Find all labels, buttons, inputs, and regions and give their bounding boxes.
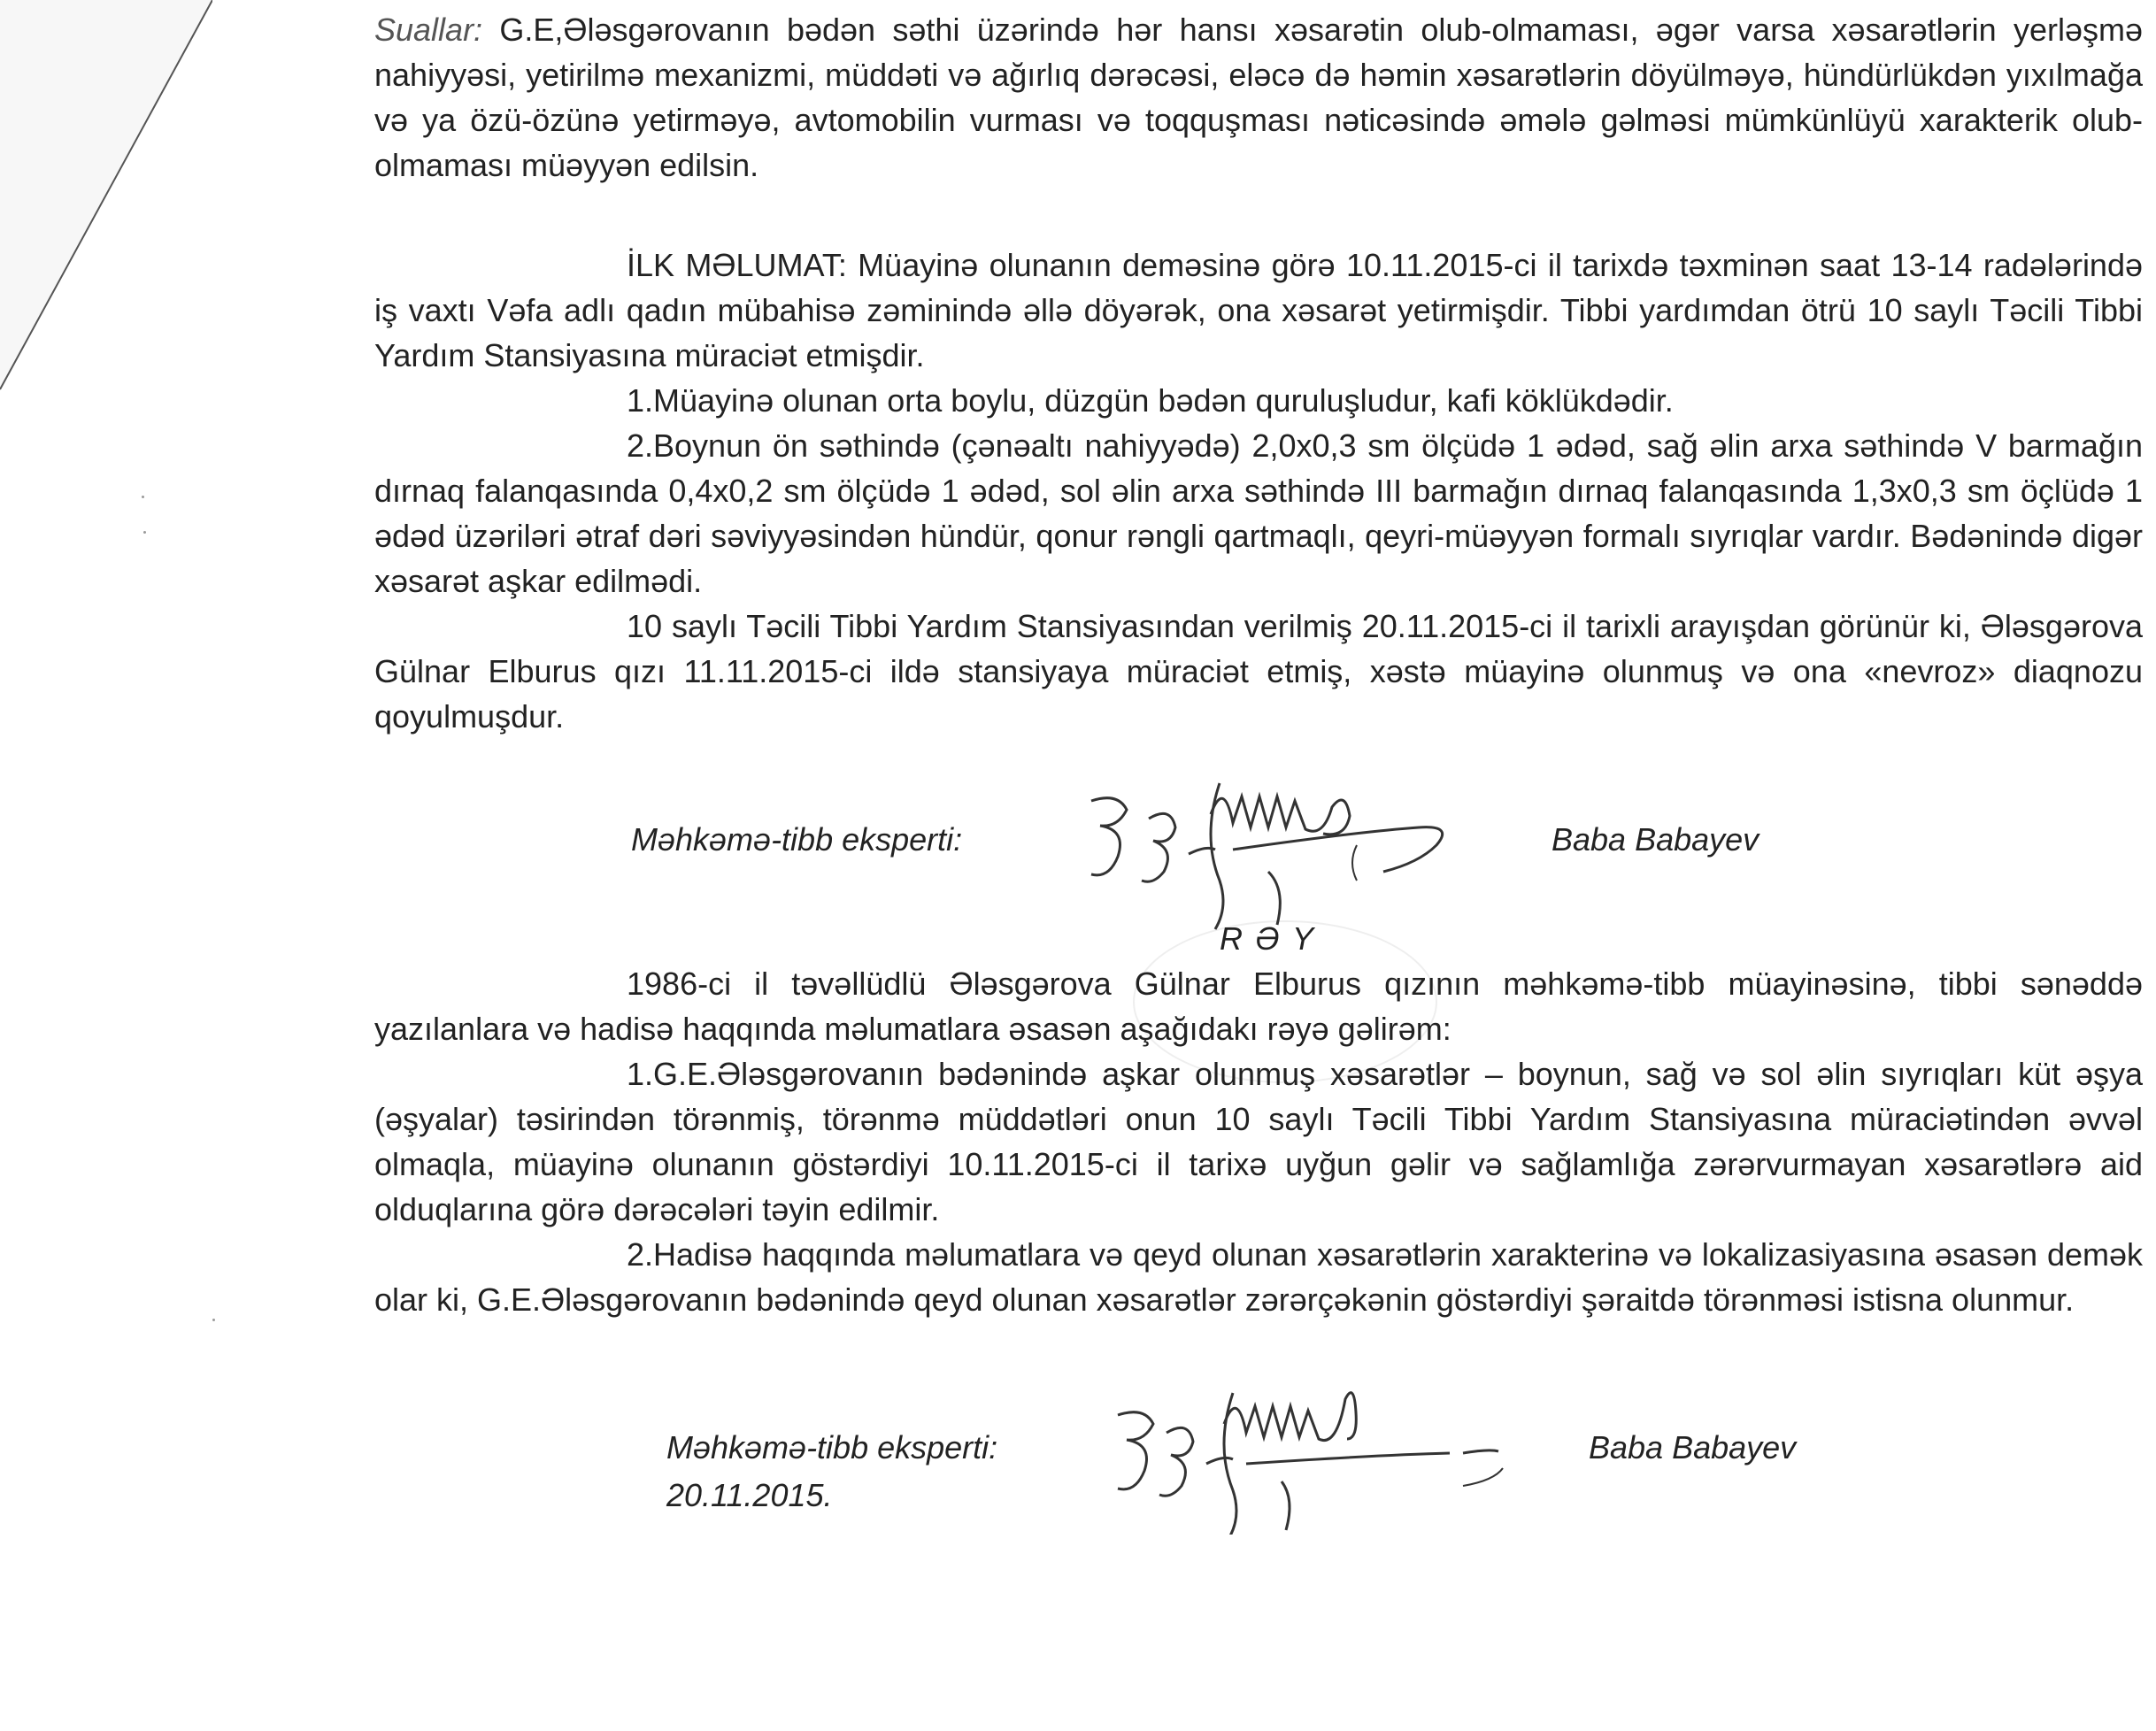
signature-date: 20.11.2015. <box>666 1477 833 1513</box>
finding-3: 10 saylı Təcili Tibbi Yardım Stansiyasından verilmiş 20.11.2015-ci il tarixli arayışdan görünür ki, Ələsgərova Gülnar Elburus qızı 11.11.2015-ci ildə stansiyaya müraciət etmiş, xəstə müayinə olunmuş və ona «nevroz» diaqnozu qoyulmuşdur. <box>374 608 2143 735</box>
finding-1: 1.Müayinə olunan orta boylu, düzgün bədən quruluşludur, kafi köklükdədir. <box>627 382 1674 419</box>
signature-block-2 <box>374 1384 2143 1517</box>
conclusion-2: 2.Hadisə haqqında məlumatlara və qeyd olunan xəsarətlərin xarakterinə və lokalizasiyasına əsasən demək olar ki, G.E.Ələsgərovanın bədənində qeyd olunan xəsarətlər zərərçəkənin göstərdiyi şəraitdə törənməsi istisna olunmur. <box>374 1236 2143 1318</box>
questions-text: G.E,Ələsgərovanın bədən səthi üzərində hər hansı xəsarətin olub-olmaması, əgər varsa xəsarətlərin yerləşmə nahiyyəsi, yetirilmə mexanizmi, müddəti və ağırlıq dərəcəsi, eləcə də həmin xəsarətlərin döyülməyə, hündürlükdən yıxılmağa və ya özü-özünə yetirməyə, avtomobilin vurması və toqquşması nəticəsində əmələ gəlməsi mümkünlüyü xarakterik olub-olmaması müəyyən edilsin. <box>374 12 2143 183</box>
expert-label: Məhkəmə-tibb eksperti: <box>631 821 963 858</box>
conclusion-intro: 1986-ci il təvəllüdlü Ələsgərova Gülnar Elburus qızının məhkəmə-tibb müayinəsinə, tibbi sənəddə yazılanlara və hadisə haqqında məlumatlara əsasən aşağıdakı rəyə gəlirəm: <box>374 966 2143 1047</box>
expert-name: Baba Babayev <box>1552 821 1759 858</box>
document-body <box>374 7 2143 1517</box>
spacer <box>374 188 2143 242</box>
scan-speck <box>212 1319 215 1321</box>
finding-2: 2.Boynun ön səthində (çənəaltı nahiyyədə) 2,0x0,3 sm ölçüdə 1 ədəd, sağ əlin arxa səthində V barmağın dırnaq falanqasında 0,4x0,2 sm ölçüdə 1 ədəd, sol əlin arxa səthində III barmağın dırnaq falanqasında 1,3x0,3 sm öçlüdə 1 ədəd üzəriləri ətraf dəri səviyyəsindən hündür, qonur rəngli qartmaqlı, qeyri-müəyyən formalı sıyrıqlar vardır. Bədənində digər xəsarət aşkar edilmədi. <box>374 427 2143 599</box>
scan-speck <box>143 531 146 534</box>
verdict-heading: RƏY <box>1220 920 1327 957</box>
expert-name: Baba Babayev <box>1589 1429 1797 1466</box>
signature-block-1 <box>374 765 2143 907</box>
handwritten-signature <box>1091 1366 1587 1535</box>
scan-speck <box>142 496 144 498</box>
questions-paragraph <box>374 7 2143 188</box>
folded-page-corner <box>0 0 212 416</box>
initial-info-paragraph: İLK MƏLUMAT: Müayinə olunanın deməsinə görə 10.11.2015-ci il tarixdə təxminən saat 13-14 radələrində iş vaxtı Vəfa adlı qadın mübahisə zəminində əllə döyərək, ona xəsarət yetirmişdir. Tibbi yardımdan ötrü 10 saylı Təcili Tibbi Yardım Stansiyasına müraciət etmişdir. <box>374 247 2143 373</box>
questions-label: Suallar: <box>374 12 483 48</box>
handwritten-signature <box>1056 765 1552 934</box>
conclusion-1: 1.G.E.Ələsgərovanın bədənində aşkar olunmuş xəsarətlər – boynun, sağ və sol əlin sıyrıqları küt əşya (əşyalar) təsirindən törənmiş, törənmə müddətləri onun 10 saylı Təcili Tibbi Yardım Stansiyasına müraciətindən əvvəl olmaqla, müayinə olunanın göstərdiyi 10.11.2015-ci il tarixə uyğun gəlir və sağlamlığa zərərvurmayan xəsarətlərə aid olduqlarına görə dərəcələri təyin edilmir. <box>374 1056 2143 1227</box>
expert-label: Məhkəmə-tibb eksperti: <box>666 1429 998 1466</box>
